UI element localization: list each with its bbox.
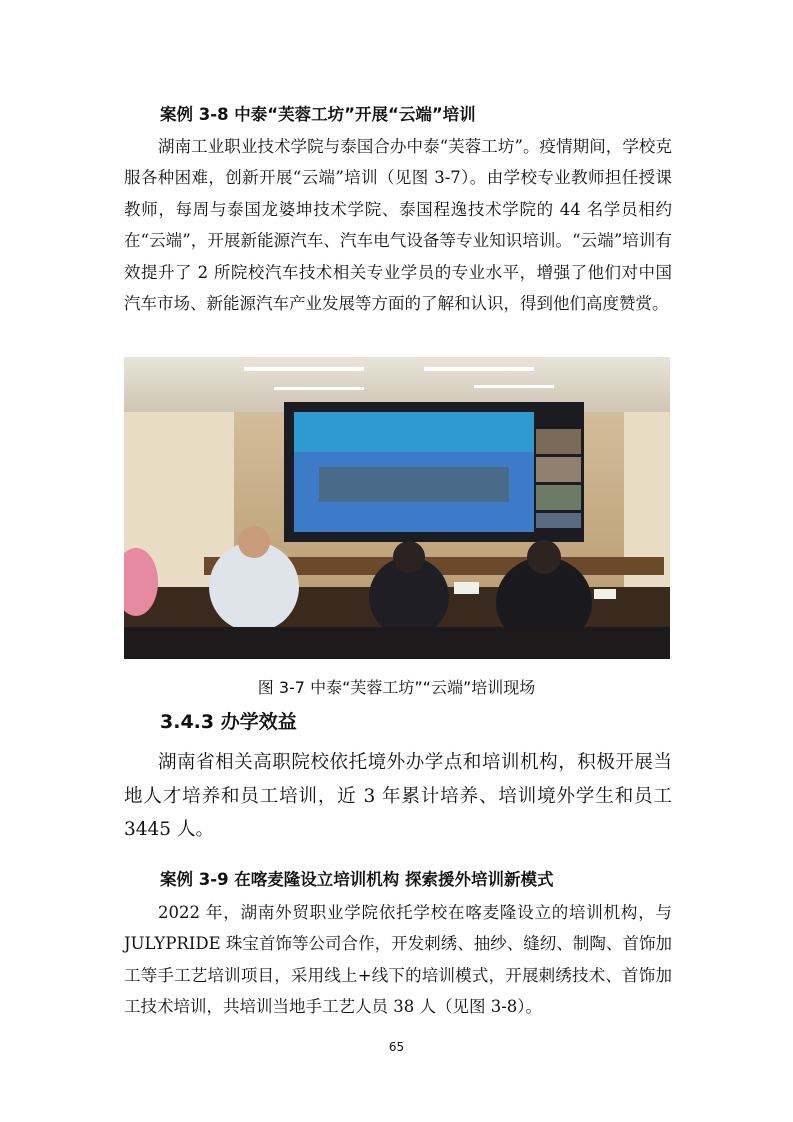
figure-caption: 图 3-7 中泰“芙蓉工坊”“云端”培训现场 [257, 678, 536, 697]
case-3-8-text: 湖南工业职业技术学院与泰国合办中泰“芙蓉工坊”。疫情期间，学校克服各种困难，创新开展“云端”培训（见图 3-7）。由学校专业教师担任授课教师，每周与泰国龙婆坤技术学院、泰国程逸技术学院的 44 名学员相约在“云端”，开展新能源汽车、汽车电气设备等专业知识培训。“云端”培训有效提升了 2 所院校汽车技术相关专业学员的专业水平，增强了他们对中国汽车市场、新能源汽车产业发展等方面的了解和认识，得到他们高度赞赏。 [124, 137, 672, 314]
section-text: 湖南省相关高职院校依托境外办学点和培训机构，积极开展当地人才培养和员工培训，近 3 年累计培养、培训境外学生和员工 3445 人。 [124, 752, 672, 841]
page-number: 65 [388, 1040, 405, 1054]
training-site-photo [124, 357, 670, 659]
case-3-8-title: 案例 3-8 中泰“芙蓉工坊”开展“云端”培训 [160, 105, 476, 124]
case-3-8-paragraph [124, 131, 672, 319]
case-3-9-text: 2022 年，湖南外贸职业学院依托学校在喀麦隆设立的培训机构，与 JULYPRIDE 珠宝首饰等公司合作，开发刺绣、抽纱、缝纫、制陶、首饰加工等手工艺培训项目，采用线上+线下的培训模式，开展刺绣技术、首饰加工技术培训，共培训当地手工艺人员 38 人（见图 3-8）。 [124, 903, 672, 1017]
section-paragraph [124, 746, 672, 847]
section-heading: 3.4.3 办学效益 [160, 711, 297, 733]
case-3-9-title: 案例 3-9 在喀麦隆设立培训机构 探索援外培训新模式 [160, 870, 554, 889]
case-3-9-paragraph [124, 897, 672, 1023]
